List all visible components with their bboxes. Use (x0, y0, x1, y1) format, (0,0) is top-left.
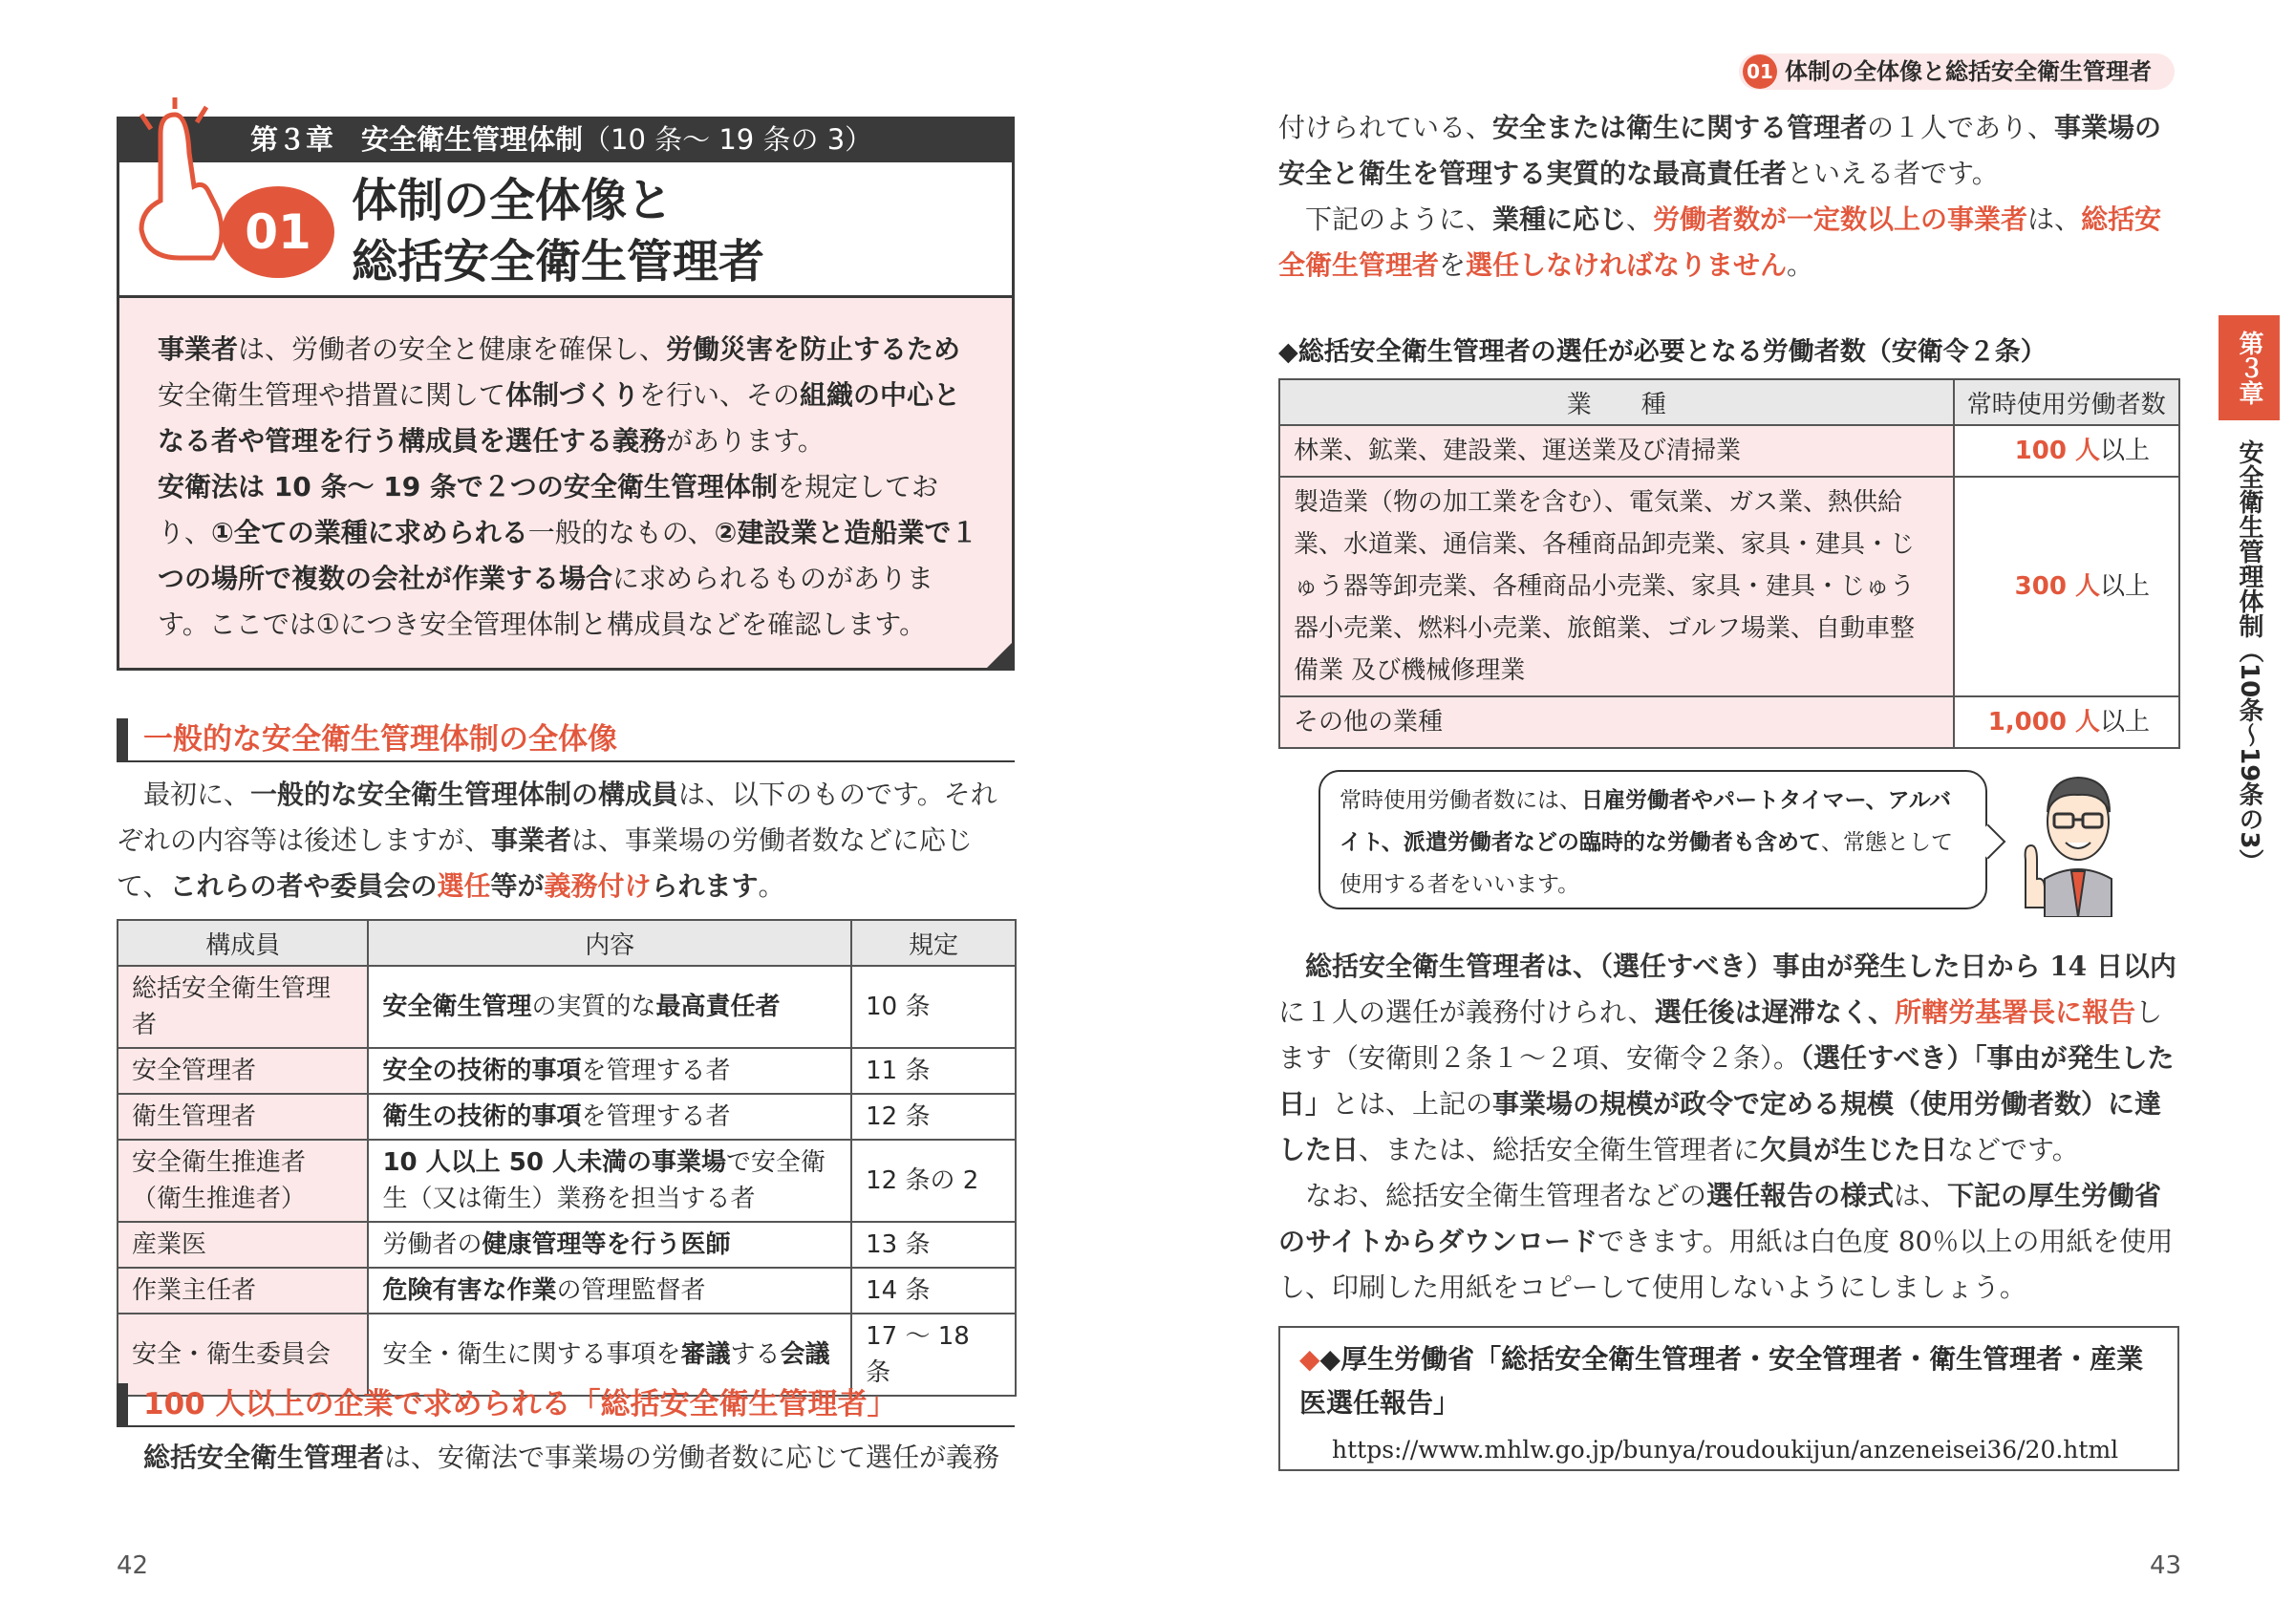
text-run: は、 (1894, 1180, 1948, 1211)
text-run: の１人であり、 (1867, 112, 2055, 143)
title-line-2: 総括安全衛生管理者 (352, 235, 765, 288)
text-run: 、常態として使用する者をいいます。 (1340, 830, 1953, 897)
count-cell (1954, 696, 2180, 748)
text-run: 選任しなければなりません (1466, 249, 1788, 281)
text-run: があります。 (666, 425, 825, 457)
count-number: 300 人 (2014, 572, 2100, 601)
table-row (118, 1048, 1016, 1094)
member-cell: 安全管理者 (118, 1048, 368, 1094)
text-run: 安全衛生管理や措置に関して (158, 379, 506, 411)
text-run: 体制づくり (505, 379, 640, 411)
table-row (1279, 696, 2179, 748)
text-run: 選任 (437, 870, 491, 902)
table-row (1279, 477, 2179, 696)
table-row (118, 1140, 1016, 1222)
text-run: られます (651, 870, 759, 902)
text-run: 衛生の技術的事項 (382, 1102, 582, 1131)
link-box (1278, 1326, 2179, 1471)
table-row (118, 1268, 1016, 1314)
header-rule: 規定 (851, 920, 1016, 966)
section-2-text (117, 1435, 1015, 1481)
text-run: の管理監督者 (556, 1276, 706, 1305)
text-run: 。 (758, 870, 785, 902)
rule-cell: 10 条 (851, 966, 1016, 1048)
text-run: の実質的な (531, 993, 656, 1021)
chapter-label: 第３章 安全衛生管理体制 (250, 123, 584, 156)
text-run: 付けられている、 (1278, 112, 1493, 143)
text-run: 総括安全衛生管理者は、（選任すべき）事由が発生した日から 14 日以内 (1278, 951, 2176, 982)
intro-paragraph-2 (158, 464, 979, 648)
text-run: などです。 (1947, 1134, 2079, 1165)
running-header (1739, 53, 2175, 90)
members-table-header (118, 920, 1016, 966)
text-run: とは、上記の (1332, 1088, 1493, 1120)
running-header-title: 体制の全体像と総括安全衛生管理者 (1785, 58, 2152, 85)
text-run: なお、総括安全衛生管理者などの (1278, 1180, 1707, 1211)
members-table (117, 919, 1017, 1397)
count-cell (1954, 477, 2180, 696)
text-run: 安全または衛生に関する管理者 (1492, 112, 1868, 143)
text-run: （選任すべき）「事由が発生した日」 (1278, 1042, 2175, 1120)
content-cell (368, 1094, 851, 1140)
text-run: を管理する者 (581, 1057, 731, 1085)
text-run: といえる者です。 (1787, 158, 1999, 189)
text-run: ①全ての業種に求められる (211, 517, 528, 548)
intro-paragraph-1 (158, 327, 979, 464)
text-run: 選任後は遅滞なく、 (1654, 996, 1896, 1028)
chapter-side-tab (2219, 315, 2280, 874)
intro-box (117, 298, 1015, 671)
text-run: 労働者数が一定数以上の事業者 (1653, 203, 2028, 235)
member-cell: 安全・衛生委員会 (118, 1314, 368, 1396)
text-run: 下記のように、 (1278, 203, 1493, 235)
rule-cell: 11 条 (851, 1048, 1016, 1094)
text-run: 。 (1787, 249, 1814, 281)
page-number-right: 43 (2150, 1551, 2182, 1580)
section-1-text (117, 772, 1015, 909)
pointing-hand-icon (122, 96, 237, 267)
link-url[interactable]: https://www.mhlw.go.jp/bunya/roudoukijun/anzeneisei36/20.html (1332, 1436, 2119, 1464)
text-run: 事業場の安全と衛生を管理する実質的な最高責任者 (1278, 112, 2162, 189)
text-run: する (730, 1340, 781, 1369)
text-run: は、以下のものです。それぞれの内容等は後述しますが、 (117, 779, 997, 856)
page-number-left: 42 (117, 1551, 149, 1580)
member-cell: 産業医 (118, 1222, 368, 1268)
count-number: 1,000 人 (1987, 708, 2100, 737)
member-cell: 安全衛生推進者（衛生推進者） (118, 1140, 368, 1222)
right-paragraph-1 (1278, 105, 2181, 197)
text-run: 、 (1626, 203, 1654, 235)
rule-cell: 12 条の 2 (851, 1140, 1016, 1222)
text-run: 安全・衛生に関する事項を (382, 1340, 681, 1369)
text-run: 欠員が生じた日 (1760, 1134, 1948, 1165)
count-suffix: 以上 (2099, 708, 2150, 737)
text-run: 事業場の規模が政令で定める規模（使用労働者数）に達した日 (1278, 1088, 2162, 1165)
text-run: 安全の技術的事項 (382, 1057, 582, 1085)
side-tab-title: 安全衛生管理体制（10条〜19条の3） (2235, 439, 2263, 874)
text-run: 所轄労基署長に報告 (1895, 996, 2136, 1028)
rule-cell: 14 条 (851, 1268, 1016, 1314)
text-run: 総括安全衛生管理者 (1278, 203, 2162, 281)
table-row (118, 1094, 1016, 1140)
text-run: 事業者 (158, 333, 239, 365)
text-run: 最高責任者 (655, 993, 781, 1021)
section-heading-1: 一般的な安全衛生管理体制の全体像 (117, 718, 1015, 762)
chapter-range: （10 条〜 19 条の 3） (583, 123, 873, 156)
content-cell (368, 1268, 851, 1314)
industry-cell: その他の業種 (1279, 696, 1954, 748)
text-run: 最初に、 (117, 779, 251, 810)
text-run: に１人の選任が義務付けられ、 (1278, 996, 1655, 1028)
text-run: は、事業場の労働者数などに応じて、 (117, 824, 974, 902)
text-run: を管理する者 (581, 1102, 731, 1131)
text-run: 組織の中心となる者や管理を行う構成員を選任する義務 (158, 379, 961, 457)
header-content: 内容 (368, 920, 851, 966)
industry-table-header (1279, 379, 2179, 425)
content-cell (368, 1222, 851, 1268)
text-run: ②建設業と造船業で１つの場所で複数の会社が作業する場合 (158, 517, 978, 594)
link-title-text: ◆厚生労働省「総括安全衛生管理者・安全管理者・衛生管理者・産業医選任報告」 (1299, 1343, 2144, 1419)
text-run: を規定しており、 (158, 471, 938, 548)
link-title: ◆◆厚生労働省「総括安全衛生管理者・安全管理者・衛生管理者・産業医選任報告」 (1299, 1343, 2144, 1419)
header-member: 構成員 (118, 920, 368, 966)
intro-corner-fold (984, 640, 1015, 671)
rule-cell: 17 〜 18 条 (851, 1314, 1016, 1396)
text-run: 会議 (780, 1340, 830, 1369)
text-run: 常時使用労働者数には、 (1340, 788, 1581, 813)
side-tab-chapter: 第３章 (2219, 315, 2280, 420)
text-run: を行い、その (639, 379, 801, 411)
content-cell (368, 966, 851, 1048)
chapter-banner (117, 117, 1015, 162)
text-run: は、 (2027, 203, 2082, 235)
text-run: 業種に応じ (1492, 203, 1627, 235)
text-run: 労働災害を防止するため (666, 333, 961, 365)
text-run: 危険有害な作業 (382, 1276, 557, 1305)
text-run: 安衛法は 10 条〜 19 条で２つの安全衛生管理体制 (158, 471, 778, 502)
text-run: は、労働者の安全と健康を確保し、 (238, 333, 667, 365)
text-run: を (1439, 249, 1467, 281)
text-run: 労働者の (382, 1230, 482, 1259)
industry-table (1278, 378, 2180, 749)
header-industry: 業 種 (1279, 379, 1954, 425)
section-heading-2: 100 人以上の企業で求められる「総括安全衛生管理者」 (117, 1383, 1015, 1427)
text-run: します（安衛則２条１〜２項、安衛令２条）。 (1278, 996, 2163, 1074)
teacher-character-icon (2016, 755, 2140, 917)
count-cell (1954, 425, 2180, 477)
content-cell (368, 1048, 851, 1094)
text-run: できます。用紙は白色度 80％以上の用紙を使用し、印刷した用紙をコピーして使用しないようにしましょう。 (1278, 1226, 2174, 1303)
title-line-1: 体制の全体像と (352, 174, 674, 227)
count-suffix: 以上 (2099, 572, 2150, 601)
content-cell (368, 1140, 851, 1222)
text-run: 事業者 (491, 824, 572, 856)
running-header-number: 01 (1743, 54, 1777, 89)
count-number: 100 人 (2014, 437, 2100, 465)
text-run: 義務付け (544, 870, 652, 902)
right-paragraph-2 (1278, 197, 2181, 288)
text-run: で安全衛生（又は衛生）業務を担当する者 (382, 1148, 825, 1213)
member-cell: 衛生管理者 (118, 1094, 368, 1140)
industry-cell: 製造業（物の加工業を含む）、電気業、ガス業、熱供給業、水道業、通信業、各種商品卸売業、家具・建具・じゅう器等卸売業、各種商品小売業、家具・建具・じゅう器小売業、燃料小売業、旅館業、ゴルフ場業、自動車整備業 及び機械修理業 (1279, 477, 1954, 696)
industry-cell: 林業、鉱業、建設業、運送業及び清掃業 (1279, 425, 1954, 477)
page-title (352, 170, 764, 292)
count-suffix: 以上 (2099, 437, 2150, 465)
text-run: 健康管理等を行う医師 (482, 1230, 731, 1259)
right-paragraph-4 (1278, 1173, 2181, 1311)
table-row (118, 966, 1016, 1048)
text-run: これらの者や委員会の (169, 870, 438, 902)
member-cell: 総括安全衛生管理者 (118, 966, 368, 1048)
text-run: 選任報告の様式 (1706, 1180, 1895, 1211)
text-run: 審議 (680, 1340, 731, 1369)
text-run: 一般的な安全衛生管理体制の構成員 (250, 779, 679, 810)
section-2-rest: は、安衛法で事業場の労働者数に応じて選任が義務 (384, 1442, 1000, 1473)
text-run: 下記の厚生労働省のサイトからダウンロード (1278, 1180, 2162, 1257)
rule-cell: 12 条 (851, 1094, 1016, 1140)
text-run: 10 人以上 50 人未満の事業場 (382, 1148, 726, 1177)
speech-bubble (1319, 770, 1987, 909)
text-run: 、または、総括安全衛生管理者に (1359, 1134, 1761, 1165)
text-run: 等が (490, 870, 545, 902)
header-count: 常時使用労働者数 (1954, 379, 2180, 425)
section-2-bold: 総括安全衛生管理者 (143, 1442, 385, 1473)
section-number-badge: 01 (222, 186, 334, 278)
text-run: に求められるものがあります。ここでは①につき安全管理体制と構成員などを確認します。 (158, 563, 934, 640)
text-run: 安全衛生管理 (382, 993, 532, 1021)
right-paragraph-3 (1278, 944, 2181, 1173)
text-run: 一般的なもの、 (527, 517, 715, 548)
table-row (118, 1222, 1016, 1268)
industry-table-title: ◆総括安全衛生管理者の選任が必要となる労働者数（安衛令２条） (1278, 337, 2047, 367)
table-row (1279, 425, 2179, 477)
member-cell: 作業主任者 (118, 1268, 368, 1314)
text-run: 日雇労働者やパートタイマー、アルバイト、派遣労働者などの臨時的な労働者も含めて (1340, 788, 1952, 855)
rule-cell: 13 条 (851, 1222, 1016, 1268)
